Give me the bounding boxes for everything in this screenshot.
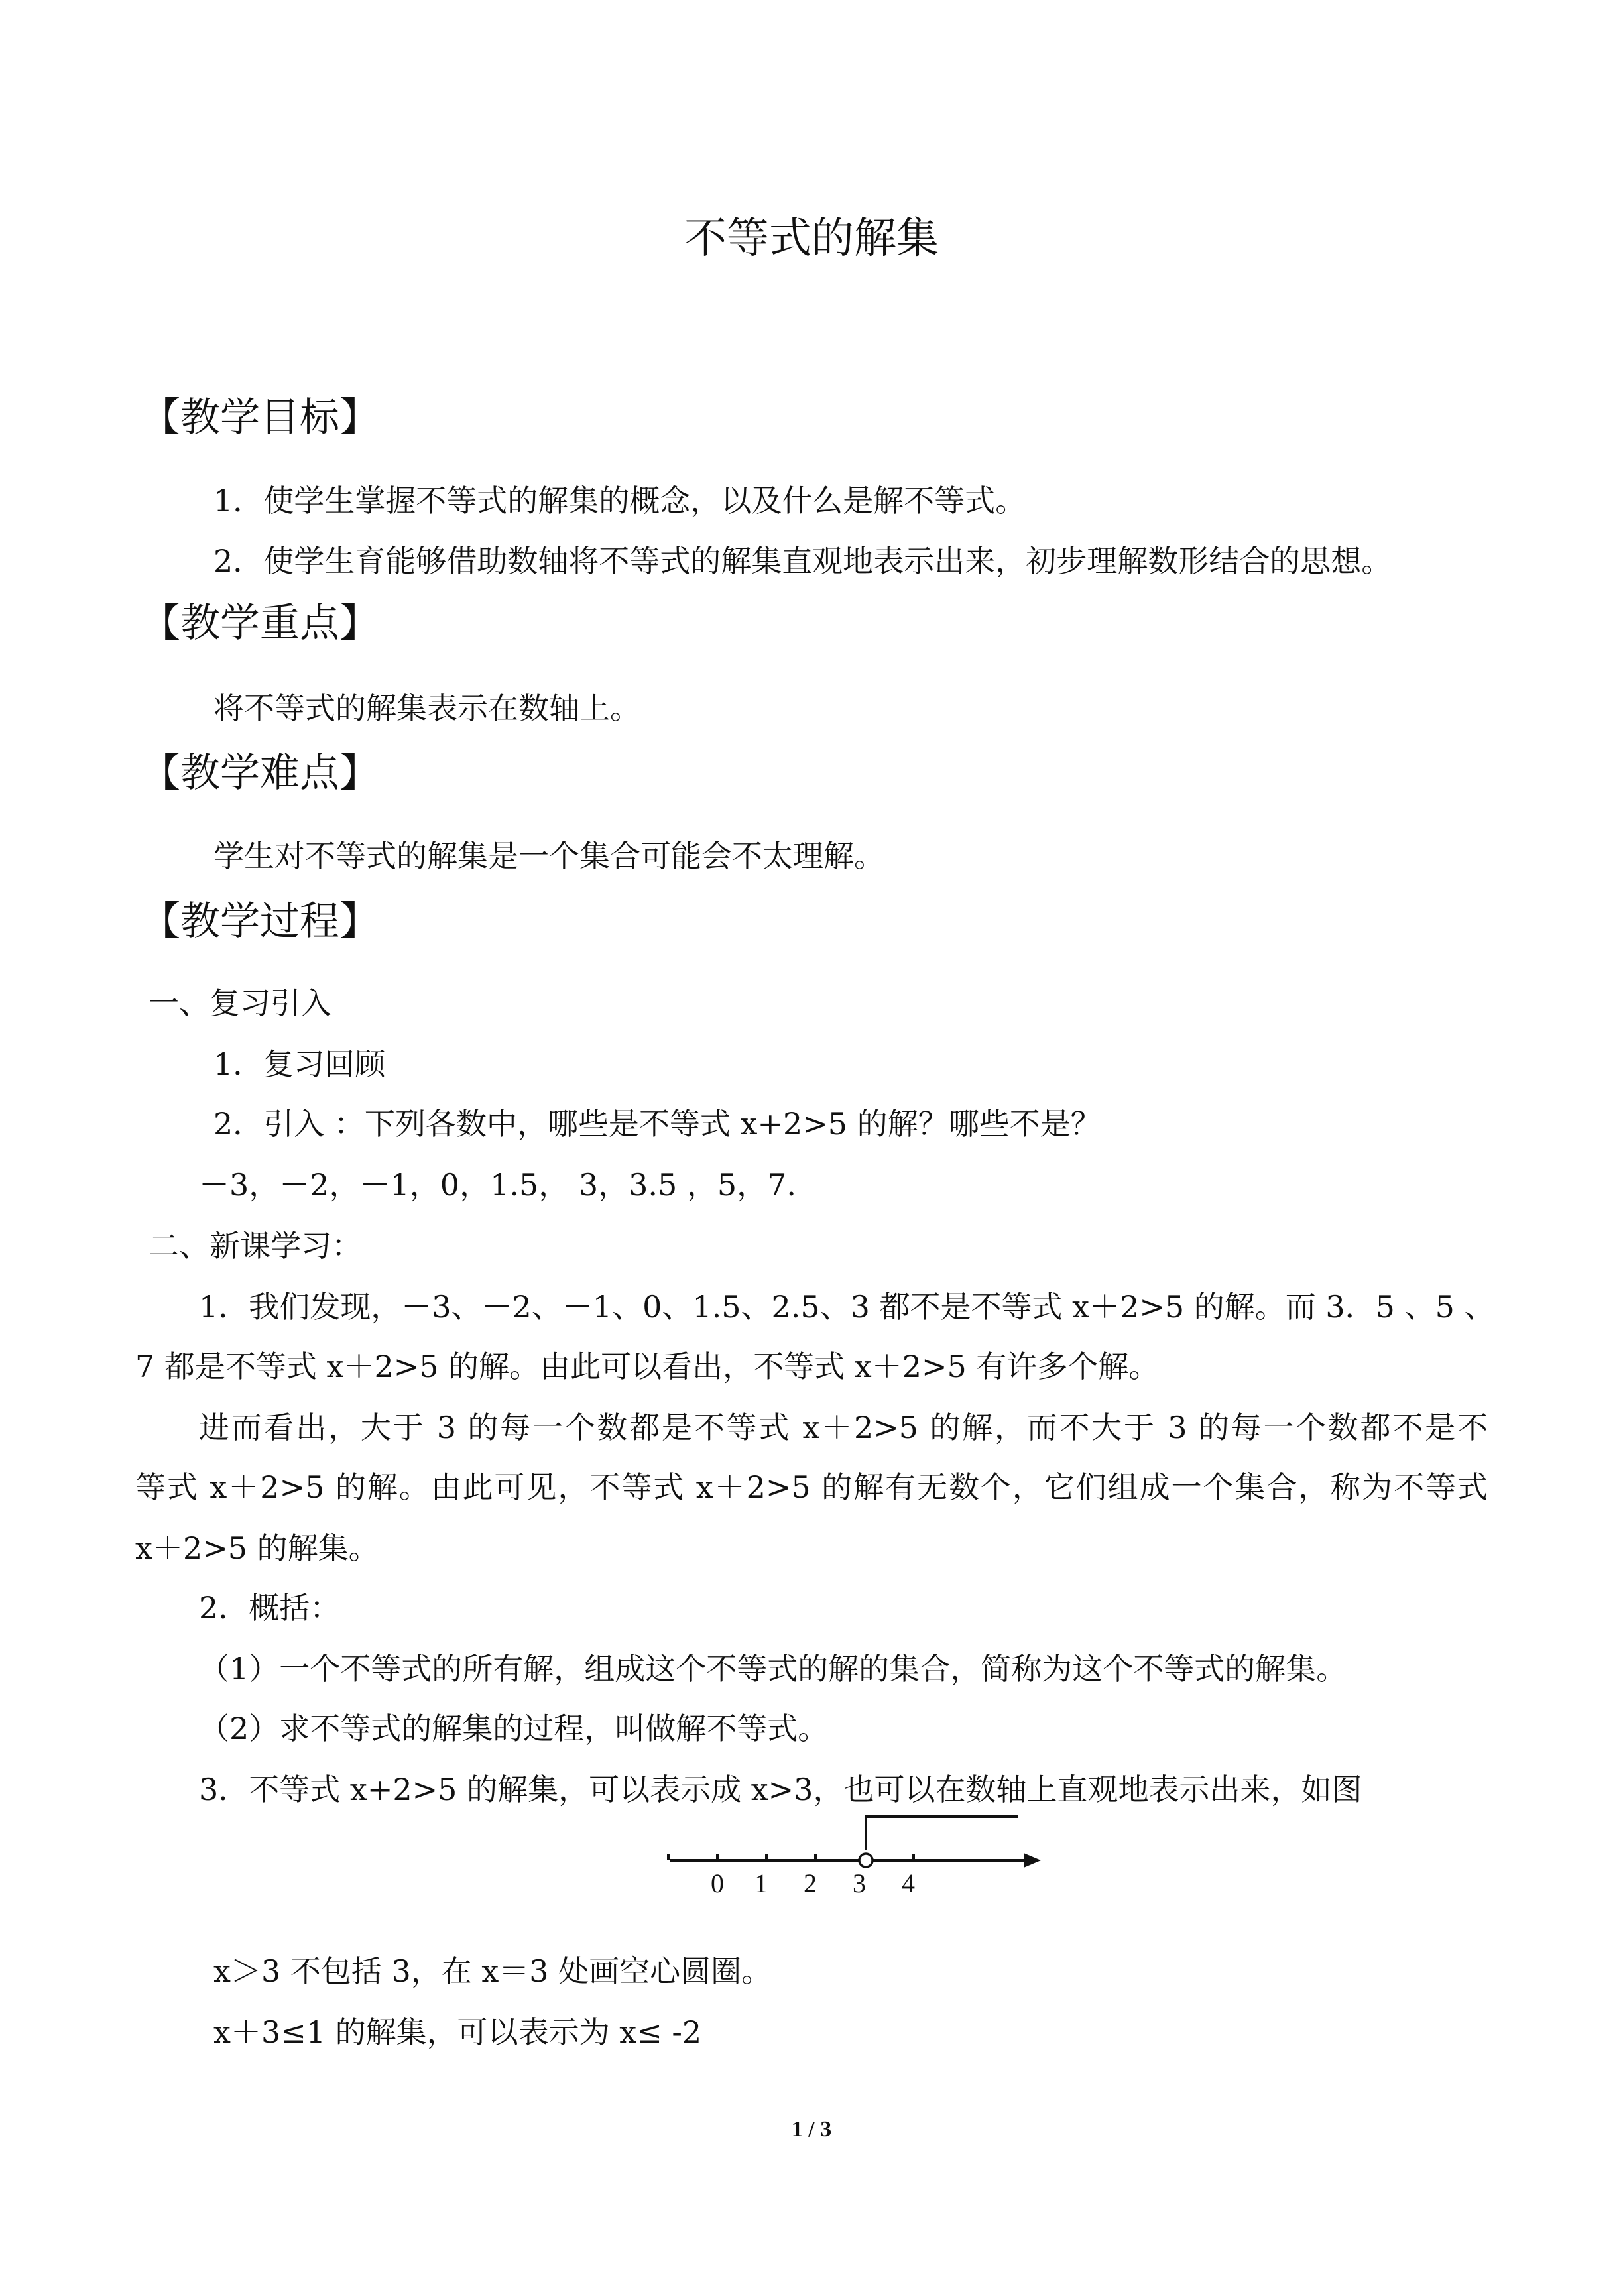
number-line-label-1: 1 <box>754 1868 768 1898</box>
part2-para2-line1: 进而看出，大于 3 的每一个数都是不等式 x＋2>5 的解，而不大于 3 的每一个数都不是不 <box>199 1410 1488 1445</box>
part2-note-2: x＋3≤1 的解集，可以表示为 x≤ -2 <box>213 2014 702 2050</box>
part1-number-list: －3，－2，－1，0，1.5， 3，3.5 ，5，7. <box>199 1167 797 1203</box>
page-number: 1 / 3 <box>791 2117 832 2142</box>
objective-item-1: 1．使学生掌握不等式的解集的概念，以及什么是解不等式。 <box>213 483 1026 518</box>
part2-heading: 二、新课学习： <box>149 1228 362 1264</box>
section-heading-key-points: 【教学重点】 <box>141 600 379 646</box>
number-line-label-4: 4 <box>902 1868 915 1898</box>
solution-set-bracket <box>866 1817 1018 1850</box>
part2-sub-2: （2）求不等式的解集的过程，叫做解不等式。 <box>199 1711 829 1746</box>
part2-note-1: x＞3 不包括 3，在 x＝3 处画空心圆圈。 <box>213 1953 772 1989</box>
number-line-label-3: 3 <box>853 1868 866 1898</box>
part2-para2-line3: x＋2>5 的解集。 <box>135 1530 379 1566</box>
part2-item-3: 3．不等式 x+2>5 的解集，可以表示成 x>3，也可以在数轴上直观地表示出来，如图 <box>199 1772 1362 1807</box>
part2-para2-line2: 等式 x＋2>5 的解。由此可见，不等式 x＋2>5 的解有无数个，它们组成一个集合，称为不等式 <box>135 1469 1488 1505</box>
difficulty-text: 学生对不等式的解集是一个集合可能会不太理解。 <box>213 838 884 874</box>
page-title: 不等式的解集 <box>684 214 939 263</box>
number-line-label-2: 2 <box>804 1868 817 1898</box>
section-heading-difficulties: 【教学难点】 <box>141 750 379 796</box>
part2-para1-line2: 7 都是不等式 x＋2>5 的解。由此可以看出，不等式 x＋2>5 有许多个解。 <box>135 1349 1160 1384</box>
part1-item-1: 1．复习回顾 <box>213 1046 386 1082</box>
objective-item-2: 2．使学生育能够借助数轴将不等式的解集直观地表示出来，初步理解数形结合的思想。 <box>213 543 1392 579</box>
number-line-arrowhead <box>1024 1853 1041 1868</box>
part1-heading: 一、复习引入 <box>149 985 331 1021</box>
number-line-label-0: 0 <box>711 1868 724 1898</box>
section-heading-objectives: 【教学目标】 <box>141 394 379 441</box>
part2-item-2: 2．概括： <box>199 1590 341 1626</box>
part2-para1-line1: 1．我们发现，－3、－2、－1、0、1.5、2.5、3 都不是不等式 x＋2>5 的解。而 3．5 、5 、 <box>199 1289 1495 1325</box>
section-heading-process: 【教学过程】 <box>141 898 379 945</box>
key-point-text: 将不等式的解集表示在数轴上。 <box>213 690 640 726</box>
open-circle-at-3 <box>859 1854 872 1867</box>
part1-item-2: 2．引入 ：下列各数中，哪些是不等式 x+2>5 的解？哪些不是？ <box>213 1106 1101 1142</box>
part2-sub-1: （1）一个不等式的所有解，组成这个不等式的解的集合，简称为这个不等式的解集。 <box>199 1651 1347 1687</box>
